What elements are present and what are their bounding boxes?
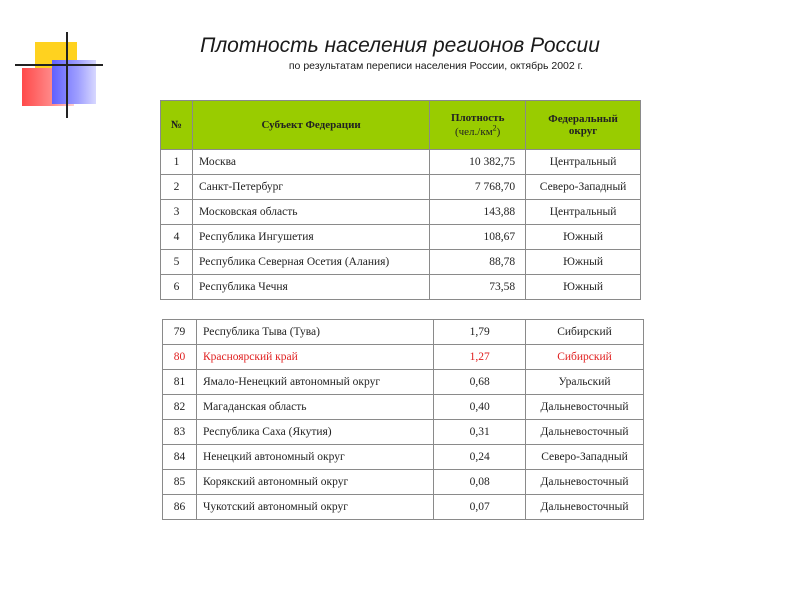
header-num: № (161, 101, 193, 150)
cell-district: Южный (526, 225, 641, 250)
cell-subject: Ненецкий автономный округ (196, 445, 433, 470)
cell-density: 0,31 (434, 420, 526, 445)
subtitle-text: по результатам переписи населения России, октябрь 2002 г. (288, 60, 584, 72)
table-header-row (161, 101, 641, 150)
table-row (161, 150, 641, 175)
header-district-line2: округ (568, 125, 598, 137)
cell-district: Дальневосточный (526, 495, 644, 520)
cell-density: 88,78 (430, 250, 526, 275)
table-row (161, 250, 641, 275)
cell-subject: Республика Саха (Якутия) (196, 420, 433, 445)
cell-district: Северо-Западный (526, 445, 644, 470)
table-row (163, 445, 644, 470)
cell-district: Северо-Западный (526, 175, 641, 200)
header-density-line2: (чел./км (454, 126, 493, 139)
page-title: Плотность населения регионов России (200, 34, 600, 57)
cell-subject: Москва (192, 150, 429, 175)
cell-subject: Республика Чечня (192, 275, 429, 300)
cell-num: 5 (161, 250, 193, 275)
cell-district: Уральский (526, 370, 644, 395)
table-row (161, 175, 641, 200)
table-row (161, 225, 641, 250)
cell-num: 2 (161, 175, 193, 200)
table-row (163, 470, 644, 495)
table-row (163, 320, 644, 345)
cell-num: 6 (161, 275, 193, 300)
table-row (163, 495, 644, 520)
header-district-line1: Федеральный (548, 113, 618, 125)
cell-num: 81 (163, 370, 197, 395)
cell-num: 86 (163, 495, 197, 520)
cell-num: 79 (163, 320, 197, 345)
cell-density: 10 382,75 (430, 150, 526, 175)
cell-district: Центральный (526, 200, 641, 225)
table-row (163, 345, 644, 370)
cell-district: Южный (526, 275, 641, 300)
cell-density: 1,27 (434, 345, 526, 370)
cell-num: 82 (163, 395, 197, 420)
header-density-sup: 2 (492, 123, 497, 133)
header-density-close: ) (496, 126, 501, 139)
cell-subject: Санкт-Петербург (192, 175, 429, 200)
cell-district: Сибирский (526, 320, 644, 345)
cell-subject: Красноярский край (196, 345, 433, 370)
table-row (161, 200, 641, 225)
bottom-table-body (163, 320, 644, 520)
header-density (430, 101, 526, 150)
cell-district: Сибирский (526, 345, 644, 370)
page-subtitle (0, 60, 800, 72)
cell-district: Дальневосточный (526, 395, 644, 420)
table-row (163, 395, 644, 420)
cell-num: 85 (163, 470, 197, 495)
cell-density: 1,79 (434, 320, 526, 345)
cell-density: 143,88 (430, 200, 526, 225)
bottom-density-table (162, 319, 644, 520)
cell-subject: Московская область (192, 200, 429, 225)
cell-density: 7 768,70 (430, 175, 526, 200)
table-row (161, 275, 641, 300)
cell-subject: Магаданская область (196, 395, 433, 420)
table-row (163, 370, 644, 395)
cell-district: Дальневосточный (526, 420, 644, 445)
table-row (163, 420, 644, 445)
cell-subject: Чукотский автономный округ (196, 495, 433, 520)
cell-subject: Республика Ингушетия (192, 225, 429, 250)
cell-district: Дальневосточный (526, 470, 644, 495)
cell-district: Южный (526, 250, 641, 275)
cell-district: Центральный (526, 150, 641, 175)
cell-density: 0,24 (434, 445, 526, 470)
cell-subject: Республика Северная Осетия (Алания) (192, 250, 429, 275)
header-density-line1: Плотность (450, 111, 505, 124)
cell-num: 80 (163, 345, 197, 370)
cell-density: 0,68 (434, 370, 526, 395)
cell-num: 4 (161, 225, 193, 250)
cell-density: 0,08 (434, 470, 526, 495)
cell-num: 84 (163, 445, 197, 470)
cell-subject: Республика Тыва (Тува) (196, 320, 433, 345)
cell-density: 73,58 (430, 275, 526, 300)
cell-num: 3 (161, 200, 193, 225)
cell-density: 108,67 (430, 225, 526, 250)
cell-num: 83 (163, 420, 197, 445)
top-density-table (160, 100, 641, 300)
cell-density: 0,07 (434, 495, 526, 520)
top-table-body (161, 150, 641, 300)
cell-num: 1 (161, 150, 193, 175)
cell-subject: Ямало-Ненецкий автономный округ (196, 370, 433, 395)
header-subject: Субъект Федерации (192, 101, 429, 150)
cell-density: 0,40 (434, 395, 526, 420)
header-district (526, 101, 641, 150)
cell-subject: Корякский автономный округ (196, 470, 433, 495)
